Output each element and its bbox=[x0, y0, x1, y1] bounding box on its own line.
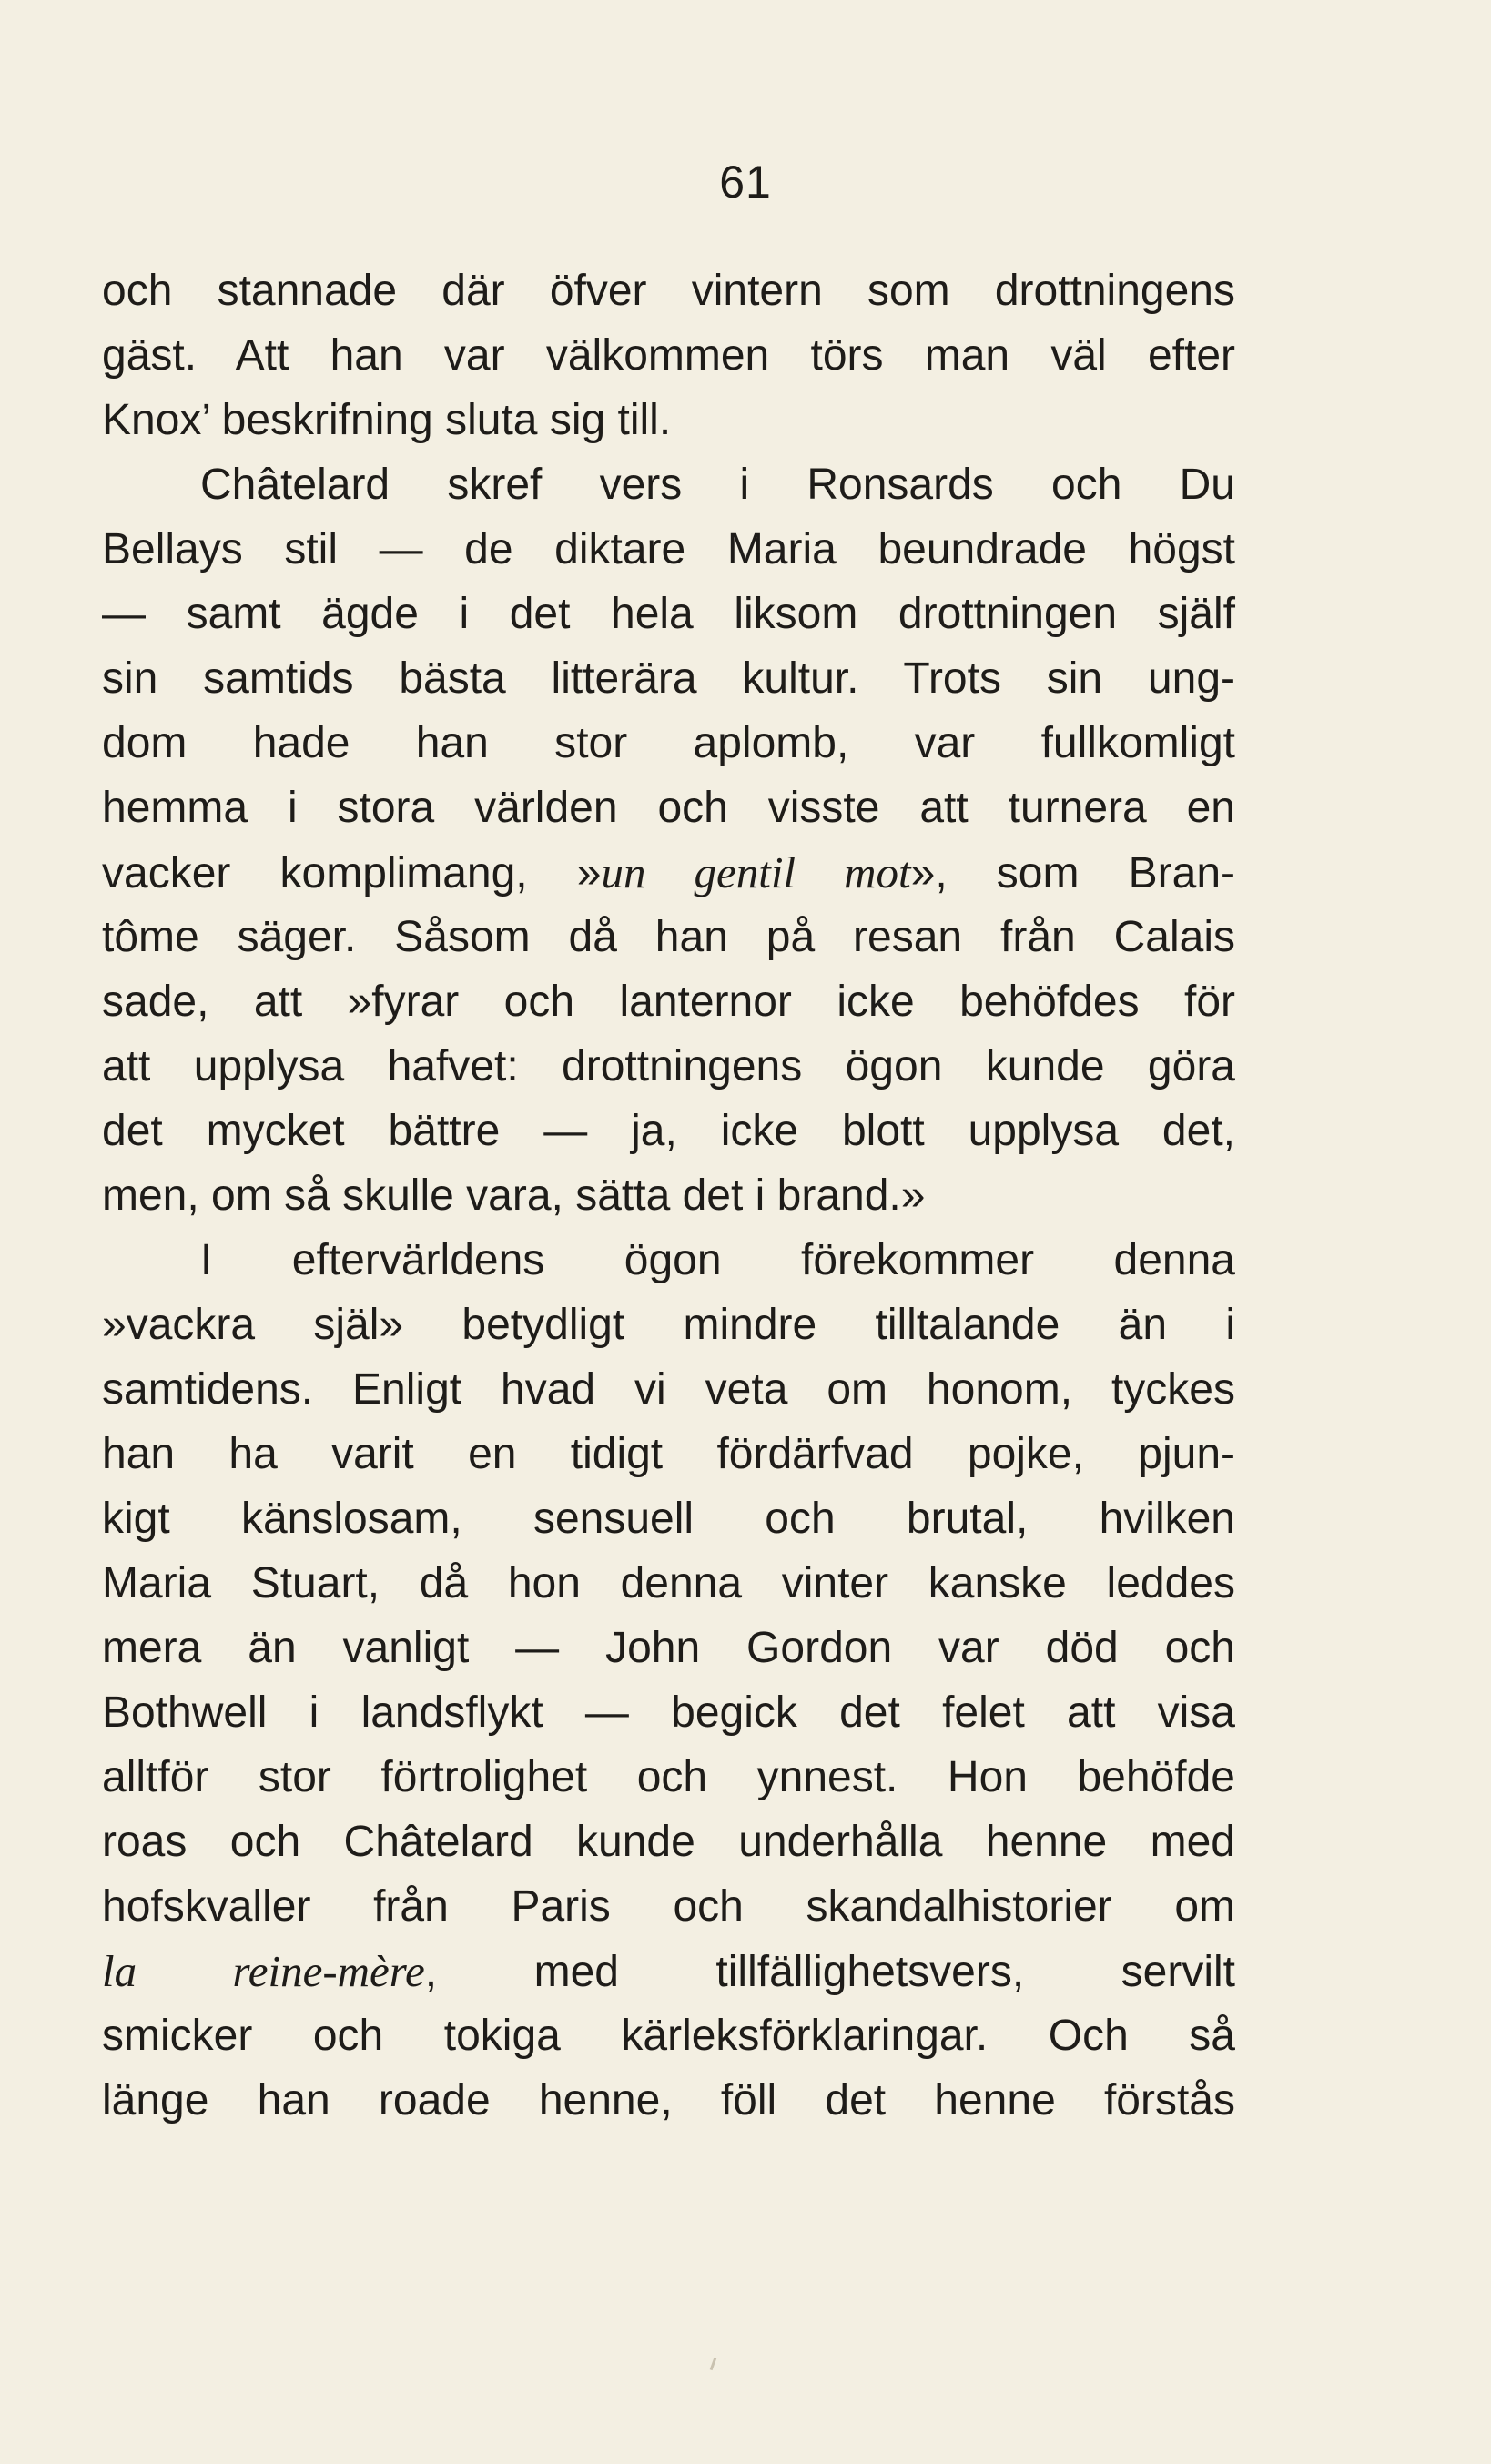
italic-phrase: la reine-mère bbox=[102, 1946, 425, 1996]
text-line: mera än vanligt — John Gordon var död och bbox=[102, 1624, 1235, 1672]
text-line: kigt känslosam, sensuell och brutal, hvilken bbox=[102, 1495, 1235, 1543]
text-line: Bellays stil — de diktare Maria beundrade högst bbox=[102, 525, 1235, 573]
paragraph-start-line: I eftervärldens ögon förekommer denna bbox=[200, 1236, 1235, 1284]
text-line: roas och Châtelard kunde underhålla henne med bbox=[102, 1818, 1235, 1866]
text-line: han ha varit en tidigt fördärfvad pojke, pjun- bbox=[102, 1430, 1235, 1478]
text-line: men, om så skulle vara, sätta det i brand.» bbox=[102, 1171, 926, 1220]
text-line: gäst. Att han var välkommen törs man väl efter bbox=[102, 331, 1235, 380]
italic-phrase: un gentil mot bbox=[601, 847, 911, 897]
paper-speck bbox=[710, 2358, 717, 2370]
text-line: länge han roade henne, föll det henne förstås bbox=[102, 2076, 1235, 2124]
text-line: dom hade han stor aplomb, var fullkomligt bbox=[102, 719, 1235, 767]
text-line: och stannade där öfver vintern som drottningens bbox=[102, 267, 1235, 315]
text-line: alltför stor förtrolighet och ynnest. Hon behöfde bbox=[102, 1753, 1235, 1801]
text-line: tôme säger. Såsom då han på resan från Calais bbox=[102, 913, 1235, 961]
paragraph-start-line: Châtelard skref vers i Ronsards och Du bbox=[200, 461, 1235, 509]
text-line: sin samtids bästa litterära kultur. Trots sin ung- bbox=[102, 654, 1235, 703]
text-line: det mycket bättre — ja, icke blott upplysa det, bbox=[102, 1107, 1235, 1155]
body-text bbox=[102, 259, 1235, 2133]
text-line: hemma i stora världen och visste att turnera en bbox=[102, 784, 1235, 832]
page-number: 61 bbox=[719, 157, 772, 208]
text-line: Maria Stuart, då hon denna vinter kanske leddes bbox=[102, 1559, 1235, 1607]
text-line: la reine-mère, med tillfällighetsvers, servilt bbox=[102, 1946, 1235, 1996]
text-line: Knox’ beskrifning sluta sig till. bbox=[102, 396, 672, 444]
text-line: »vackra själ» betydligt mindre tilltalande än i bbox=[102, 1301, 1235, 1349]
text-line: Bothwell i landsflykt — begick det felet att visa bbox=[102, 1688, 1235, 1737]
text-line: smicker och tokiga kärleksförklaringar. Och så bbox=[102, 2012, 1235, 2060]
text-line: sade, att »fyrar och lanternor icke behöfdes för bbox=[102, 978, 1235, 1026]
text-line: vacker komplimang, »un gentil mot», som Bran- bbox=[102, 847, 1235, 897]
text-line: — samt ägde i det hela liksom drottningen själf bbox=[102, 590, 1235, 638]
text-line: hofskvaller från Paris och skandalhistorier om bbox=[102, 1882, 1235, 1931]
text-line: att upplysa hafvet: drottningens ögon kunde göra bbox=[102, 1042, 1235, 1090]
text-line: samtidens. Enligt hvad vi veta om honom, tyckes bbox=[102, 1365, 1235, 1414]
